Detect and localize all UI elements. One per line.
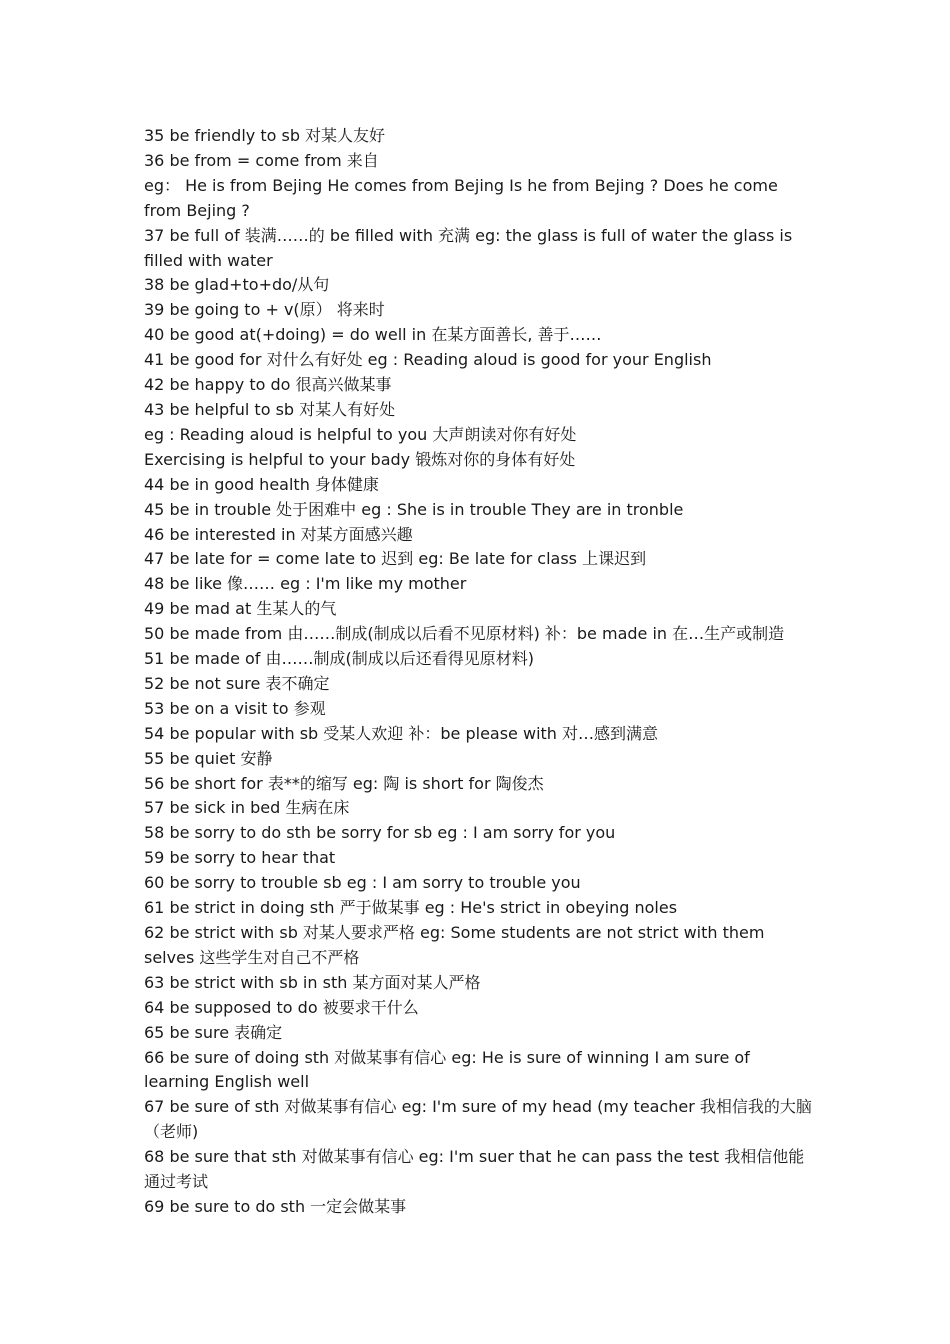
text-line: eg： He is from Bejing He comes from Bejing Is he from Bejing ? Does he come from Bejing ?	[144, 175, 778, 220]
text-line: 59 be sorry to hear that	[144, 848, 336, 868]
text-line: 53 be on a visit to 参观	[144, 698, 326, 718]
text-line: 55 be quiet 安静	[144, 748, 273, 768]
document-body	[144, 124, 816, 1220]
text-line: 52 be not sure 表不确定	[144, 673, 330, 693]
text-line: 43 be helpful to sb 对某人有好处	[144, 399, 396, 419]
text-line: 63 be strict with sb in sth 某方面对某人严格	[144, 972, 481, 992]
text-line: 48 be like 像…… eg : I'm like my mother	[144, 574, 467, 594]
text-line: 46 be interested in 对某方面感兴趣	[144, 524, 413, 544]
text-line: 60 be sorry to trouble sb eg : I am sorry to trouble you	[144, 873, 581, 893]
text-line: 58 be sorry to do sth be sorry for sb eg : I am sorry for you	[144, 823, 616, 843]
text-line: 65 be sure 表确定	[144, 1022, 283, 1042]
text-line: 42 be happy to do 很高兴做某事	[144, 375, 392, 395]
text-line: 49 be mad at 生某人的气	[144, 599, 337, 619]
text-line: 40 be good at(+doing) = do well in 在某方面善长, 善于……	[144, 325, 602, 345]
text-line: 44 be in good health 身体健康	[144, 474, 379, 494]
text-line: 36 be from = come from 来自	[144, 150, 379, 170]
text-line: 45 be in trouble 处于困难中 eg : She is in trouble They are in tronble	[144, 499, 684, 519]
text-line: eg : Reading aloud is helpful to you 大声朗读对你有好处	[144, 424, 577, 444]
text-line: 54 be popular with sb 受某人欢迎 补：be please with 对…感到满意	[144, 723, 659, 743]
text-line: 50 be made from 由……制成(制成以后看不见原材料) 补：be made in 在…生产或制造	[144, 624, 785, 644]
text-line: 67 be sure of sth 对做某事有信心 eg: I'm sure of my head (my teacher 我相信我的大脑（老师)	[144, 1097, 812, 1142]
text-line: 61 be strict in doing sth 严于做某事 eg : He's strict in obeying noles	[144, 898, 678, 918]
text-line: 51 be made of 由……制成(制成以后还看得见原材料)	[144, 649, 535, 669]
text-line: Exercising is helpful to your bady 锻炼对你的身体有好处	[144, 449, 576, 469]
text-line: 47 be late for = come late to 迟到 eg: Be late for class 上课迟到	[144, 549, 647, 569]
text-line: 41 be good for 对什么有好处 eg : Reading aloud is good for your English	[144, 350, 712, 370]
text-line: 64 be supposed to do 被要求干什么	[144, 997, 419, 1017]
text-line: 68 be sure that sth 对做某事有信心 eg: I'm suer that he can pass the test 我相信他能通过考试	[144, 1147, 805, 1192]
text-line: 37 be full of 装满……的 be filled with 充满 eg: the glass is full of water the glass is filled with water	[144, 225, 793, 270]
text-line: 62 be strict with sb 对某人要求严格 eg: Some students are not strict with them selves 这些学生对自己不严格	[144, 923, 765, 967]
text-line: 66 be sure of doing sth 对做某事有信心 eg: He is sure of winning I am sure of learning English well	[144, 1047, 750, 1092]
text-line: 39 be going to + v(原） 将来时	[144, 300, 385, 320]
text-line: 57 be sick in bed 生病在床	[144, 798, 350, 818]
text-line: 35 be friendly to sb 对某人友好	[144, 126, 386, 145]
text-line: 69 be sure to do sth 一定会做某事	[144, 1196, 407, 1216]
text-line: 38 be glad+to+do/从句	[144, 275, 330, 295]
text-line: 56 be short for 表**的缩写 eg: 陶 is short for 陶俊杰	[144, 773, 544, 793]
